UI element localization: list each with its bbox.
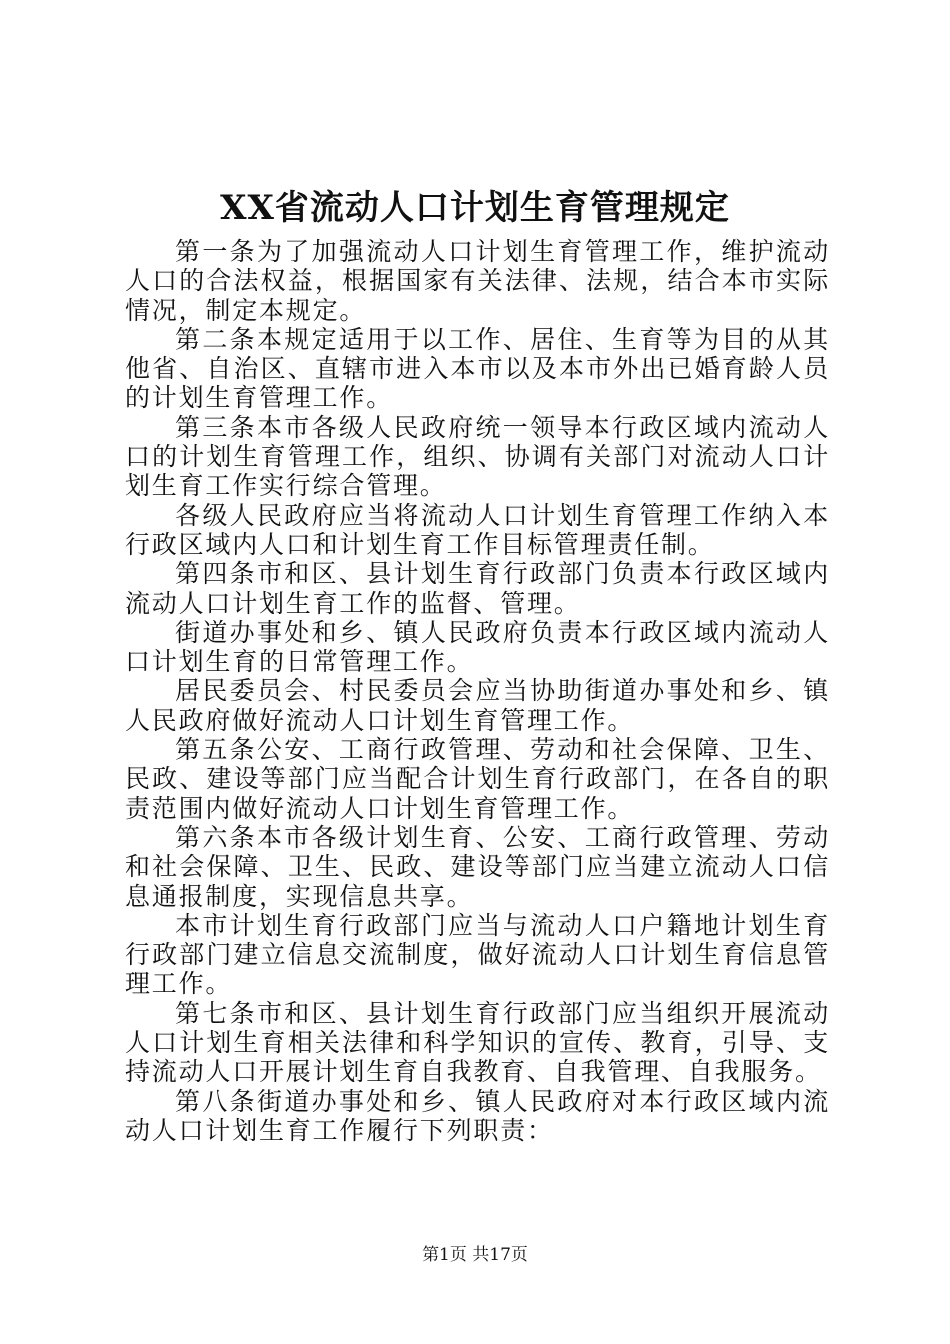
document-title: XX省流动人口计划生育管理规定 <box>220 188 730 228</box>
paragraph: 第五条公安、工商行政管理、劳动和社会保障、卫生、民政、建设等部门应当配合计划生育行政部门，在各自的职责范围内做好流动人口计划生育管理工作。 <box>125 735 830 823</box>
paragraph: 街道办事处和乡、镇人民政府负责本行政区域内流动人口计划生育的日常管理工作。 <box>125 617 830 677</box>
paragraph: 第八条街道办事处和乡、镇人民政府对本行政区域内流动人口计划生育工作履行下列职责： <box>125 1086 830 1145</box>
paragraph: 第六条本市各级计划生育、公安、工商行政管理、劳动和社会保障、卫生、民政、建设等部门应当建立流动人口信息通报制度，实现信息共享。 <box>125 822 830 911</box>
paragraph: 居民委员会、村民委员会应当协助街道办事处和乡、镇人民政府做好流动人口计划生育管理工作。 <box>125 676 830 735</box>
document-body <box>125 237 830 1145</box>
paragraph: 第四条市和区、县计划生育行政部门负责本行政区域内流动人口计划生育工作的监督、管理。 <box>125 559 830 618</box>
paragraph: 第二条本规定适用于以工作、居住、生育等为目的从其他省、自治区、直辖市进入本市以及本市外出已婚育龄人员的计划生育管理工作。 <box>125 324 830 413</box>
paragraph: 第七条市和区、县计划生育行政部门应当组织开展流动人口计划生育相关法律和科学知识的宣传、教育，引导、支持流动人口开展计划生育自我教育、自我管理、自我服务。 <box>125 998 830 1087</box>
page-number-footer: 第1页 共17页 <box>422 1245 528 1265</box>
paragraph: 本市计划生育行政部门应当与流动人口户籍地计划生育行政部门建立信息交流制度，做好流动人口计划生育信息管理工作。 <box>125 910 830 999</box>
paragraph: 第一条为了加强流动人口计划生育管理工作，维护流动人口的合法权益，根据国家有关法律、法规，结合本市实际情况，制定本规定。 <box>125 237 830 325</box>
paragraph: 第三条本市各级人民政府统一领导本行政区域内流动人口的计划生育管理工作，组织、协调有关部门对流动人口计划生育工作实行综合管理。 <box>125 412 830 501</box>
paragraph: 各级人民政府应当将流动人口计划生育管理工作纳入本行政区域内人口和计划生育工作目标管理责任制。 <box>125 500 830 559</box>
